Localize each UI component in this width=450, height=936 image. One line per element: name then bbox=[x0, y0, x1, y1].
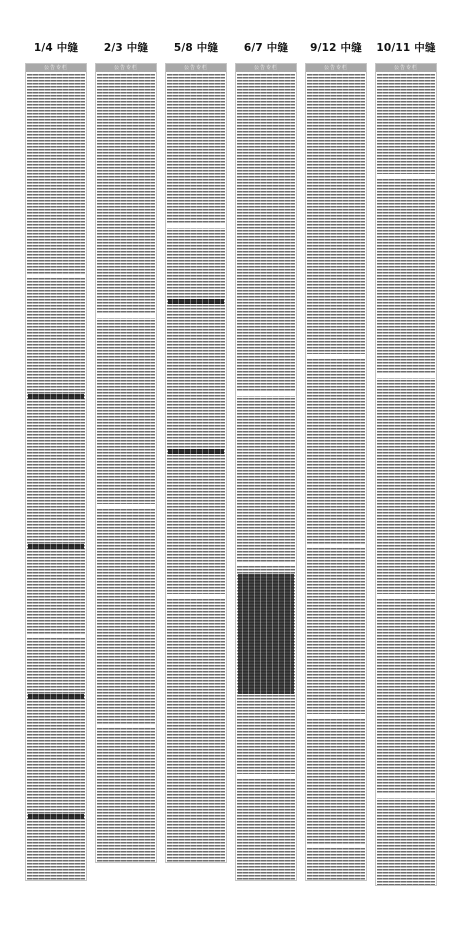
column-10-11 bbox=[375, 0, 437, 936]
column-9-12 bbox=[305, 0, 367, 936]
notice-strip bbox=[375, 63, 437, 886]
notice-text-body bbox=[307, 74, 365, 880]
column-6-7 bbox=[235, 0, 297, 936]
column-title: 2/3 中缝 bbox=[103, 42, 149, 54]
notice-text-body bbox=[97, 74, 155, 862]
notice-strip bbox=[165, 63, 227, 863]
strip-header: 公告专栏 bbox=[376, 64, 436, 72]
strip-header: 公告专栏 bbox=[96, 64, 156, 72]
notice-strip bbox=[305, 63, 367, 881]
column-title: 5/8 中缝 bbox=[173, 42, 219, 54]
column-title: 10/11 中缝 bbox=[376, 42, 436, 54]
notice-text-body bbox=[377, 74, 435, 885]
column-title: 6/7 中缝 bbox=[243, 42, 289, 54]
strip-header: 公告专栏 bbox=[306, 64, 366, 72]
notice-text-body bbox=[237, 74, 295, 880]
notice-strip bbox=[235, 63, 297, 881]
column-5-8 bbox=[165, 0, 227, 936]
strip-header: 公告专栏 bbox=[236, 64, 296, 72]
column-1-4 bbox=[25, 0, 87, 936]
column-2-3 bbox=[95, 0, 157, 936]
notice-strip bbox=[25, 63, 87, 881]
notice-text-body bbox=[167, 74, 225, 862]
strip-header: 公告专栏 bbox=[166, 64, 226, 72]
notice-text-body bbox=[27, 74, 85, 880]
column-title: 9/12 中缝 bbox=[310, 42, 362, 54]
column-title: 1/4 中缝 bbox=[33, 42, 79, 54]
notice-strip bbox=[95, 63, 157, 863]
strip-header: 公告专栏 bbox=[26, 64, 86, 72]
